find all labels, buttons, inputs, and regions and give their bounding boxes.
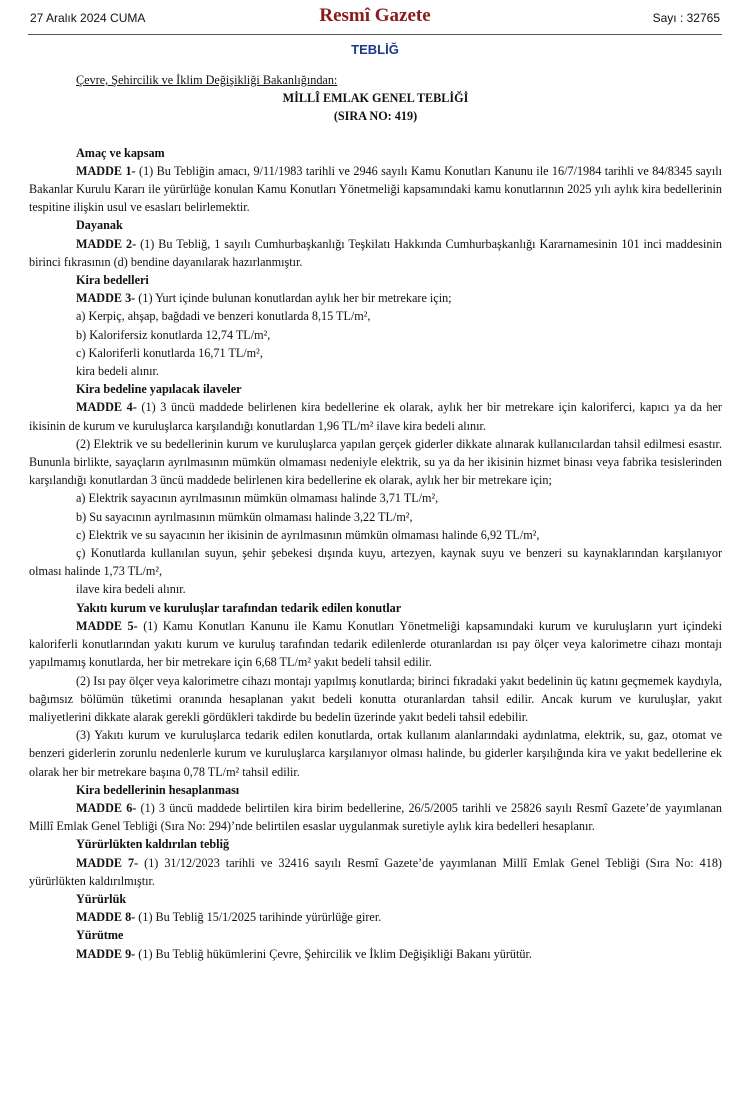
article-8-label: MADDE 8- [76,910,136,925]
article-4-item-a: a) Elektrik sayacının ayrılmasının mümkün olmaması halinde 3,71 TL/m², [76,491,439,506]
article-8-heading: Yürürlük [76,891,127,906]
section-heading: TEBLİĞ [351,42,399,57]
document-body [29,71,722,963]
article-8-text: MADDE 8- (1) Bu Tebliğ 15/1/2025 tarihinde yürürlüğe girer. [76,910,382,925]
article-4-item-b: b) Su sayacının ayrılmasının mümkün olmaması halinde 3,22 TL/m², [76,509,413,524]
issue-number: Sayı : 32765 [652,11,720,25]
article-4-label: MADDE 4- [76,400,137,415]
article-4-closing: ilave kira bedeli alınır. [76,582,186,597]
article-5-heading: Yakıtı kurum ve kuruluşlar tarafından tedarik edilen konutlar [76,600,402,615]
article-1-label: MADDE 1- [76,163,136,178]
article-1-text: MADDE 1- (1) Bu Tebliğin amacı, 9/11/1983 tarihli ve 2946 sayılı Kamu Konutları Kanunu ile 16/7/1984 tarihli ve 84/8345 sayılı Bakanlar Kurulu Kararı ile yürürlüğe konulan Kamu Konutları Yönetmeliği kapsamındaki kamu konutlarının 2025 yılı aylık kira bedellerinin tespitine ilişkin usul ve esasları belirlemektir. [29,163,722,215]
document-title: MİLLÎ EMLAK GENEL TEBLİĞİ [282,91,469,106]
article-4-text: MADDE 4- (1) 3 üncü maddede belirlenen kira bedellerine ek olarak, aylık her bir metrekare için kaloriferci, kapıcı ya da her ikisinin de kurum ve kuruluşlarca karşılandığı konutlardan 1,96 TL/m² ilave kira bedeli alınır. [29,400,722,433]
article-2-label: MADDE 2- [76,236,137,251]
article-5-text: MADDE 5- (1) Kamu Konutları Kanunu ile Kamu Konutları Yönetmeliği kapsamındaki kurum ve kuruluşların yurt içindeki kaloriferli konutlarından yakıtı kurum ve kuruluş tarafından tedarik edilenlerde oturanlardan ısı pay ölçer veya kalorimetre cihazı montajı yapılmamış konutlarda, her bir metrekare için 6,68 TL/m² yakıt bedeli tahsil edilir. [29,618,722,670]
article-3-text: MADDE 3- (1) Yurt içinde bulunan konutlardan aylık her bir metrekare için; [76,291,452,306]
article-6-text: MADDE 6- (1) 3 üncü maddede belirtilen kira birim bedellerine, 26/5/2005 tarihli ve 25826 sayılı Resmî Gazete’de yayımlanan Millî Emlak Genel Tebliği (Sıra No: 294)’nde belirtilen esaslar uygulanmak suretiyle aylık kira bedelleri hesaplanır. [29,800,722,834]
article-3-label: MADDE 3- [76,291,136,306]
article-4-heading: Kira bedeline yapılacak ilaveler [76,382,242,397]
article-9-label: MADDE 9- [76,946,136,961]
sira-number: (SIRA NO: 419) [333,109,418,124]
article-7-heading: Yürürlükten kaldırılan tebliğ [76,837,230,852]
gazette-title: Resmî Gazete [319,5,431,26]
article-7-label: MADDE 7- [76,855,139,870]
article-6-label: MADDE 6- [76,800,137,815]
article-2-text: MADDE 2- (1) Bu Tebliğ, 1 sayılı Cumhurbaşkanlığı Teşkilatı Hakkında Cumhurbaşkanlığı Kararnamesinin 101 inci maddesinin birinci fıkrasının (d) bendine dayanılarak hazırlanmıştır. [29,236,722,269]
article-4-item-c2: ç) Konutlarda kullanılan suyun, şehir şebekesi dışında kuyu, artezyen, kaynak suyu ve benzeri su kaynaklarından karşılanıyor olması halinde 1,73 TL/m², [29,546,722,579]
article-3-heading: Kira bedelleri [76,273,149,288]
spacer [29,126,722,144]
ministry-line: Çevre, Şehircilik ve İklim Değişikliği Bakanlığından: [76,73,338,87]
article-7-text: MADDE 7- (1) 31/12/2023 tarihli ve 32416 sayılı Resmî Gazete’de yayımlanan Millî Emlak Genel Tebliği (Sıra No: 418) yürürlükten kaldırılmıştır. [29,855,722,888]
header-date: 27 Aralık 2024 CUMA [30,11,146,25]
article-4-item-c: c) Elektrik ve su sayacının her ikisinin de ayrılmasının mümkün olmaması halinde 6,92 TL/m², [76,527,540,542]
article-9-text: MADDE 9- (1) Bu Tebliğ hükümlerini Çevre, Şehircilik ve İklim Değişikliği Bakanı yürütür. [76,946,532,961]
article-4-paragraph-2: (2) Elektrik ve su bedellerinin kurum ve kuruluşlarca yapılan gerçek giderler dikkate alınarak kullanıcılardan tahsil edilmesi esastır. Bununla birlikte, sayaçların ayrılmasının mümkün olmaması nedeniyle elektrik, su ya da her ikisinin hizmet binası veya fabrika tesislerinden karşılandığı konutlardan 3 üncü maddede belirlenen kira bedellerine ek olarak, aylık her bir metrekare için; [29,436,722,488]
article-5-paragraph-3: (3) Yakıtı kurum ve kuruluşlarca tedarik edilen konutlarda, ortak kullanım alanlarındaki aydınlatma, elektrik, su, gaz, otomat ve benzeri giderlerin zorunlu nedenlerle kurum ve kuruluşlarca karşılanıyor olması halinde, bu giderler karşılığında kira ve yakıt bedellerine ek olarak her bir metrekare başına 0,78 TL/m² tahsil edilir. [29,728,722,779]
page-header [28,0,722,35]
article-5-label: MADDE 5- [76,618,138,633]
article-3-item-a: a) Kerpiç, ahşap, bağdadi ve benzeri konutlarda 8,15 TL/m², [76,309,371,324]
article-1-heading: Amaç ve kapsam [76,145,165,160]
article-3-item-b: b) Kalorifersiz konutlarda 12,74 TL/m², [76,327,271,342]
article-3-item-c: c) Kaloriferli konutlarda 16,71 TL/m², [76,345,263,360]
article-2-heading: Dayanak [76,218,123,233]
article-5-paragraph-2: (2) Isı pay ölçer veya kalorimetre cihazı montajı yapılmış konutlarda; birinci fıkradaki yakıt bedelinin üç katını geçmemek kaydıyla, bağımsız bölümün tüketimi oranında hesaplanan yakıt bedeli konutta oturanlardan tahsil edilir. Ancak kurum ve kuruluşlar, yakıt maliyetlerini dikkate alarak gerekli gördükleri takdirde bu bedelin üzerinde yakıt bedeli tahsil edebilir. [29,673,722,724]
article-3-closing: kira bedeli alınır. [76,364,159,379]
article-9-heading: Yürütme [76,928,124,943]
article-6-heading: Kira bedellerinin hesaplanması [76,782,240,797]
